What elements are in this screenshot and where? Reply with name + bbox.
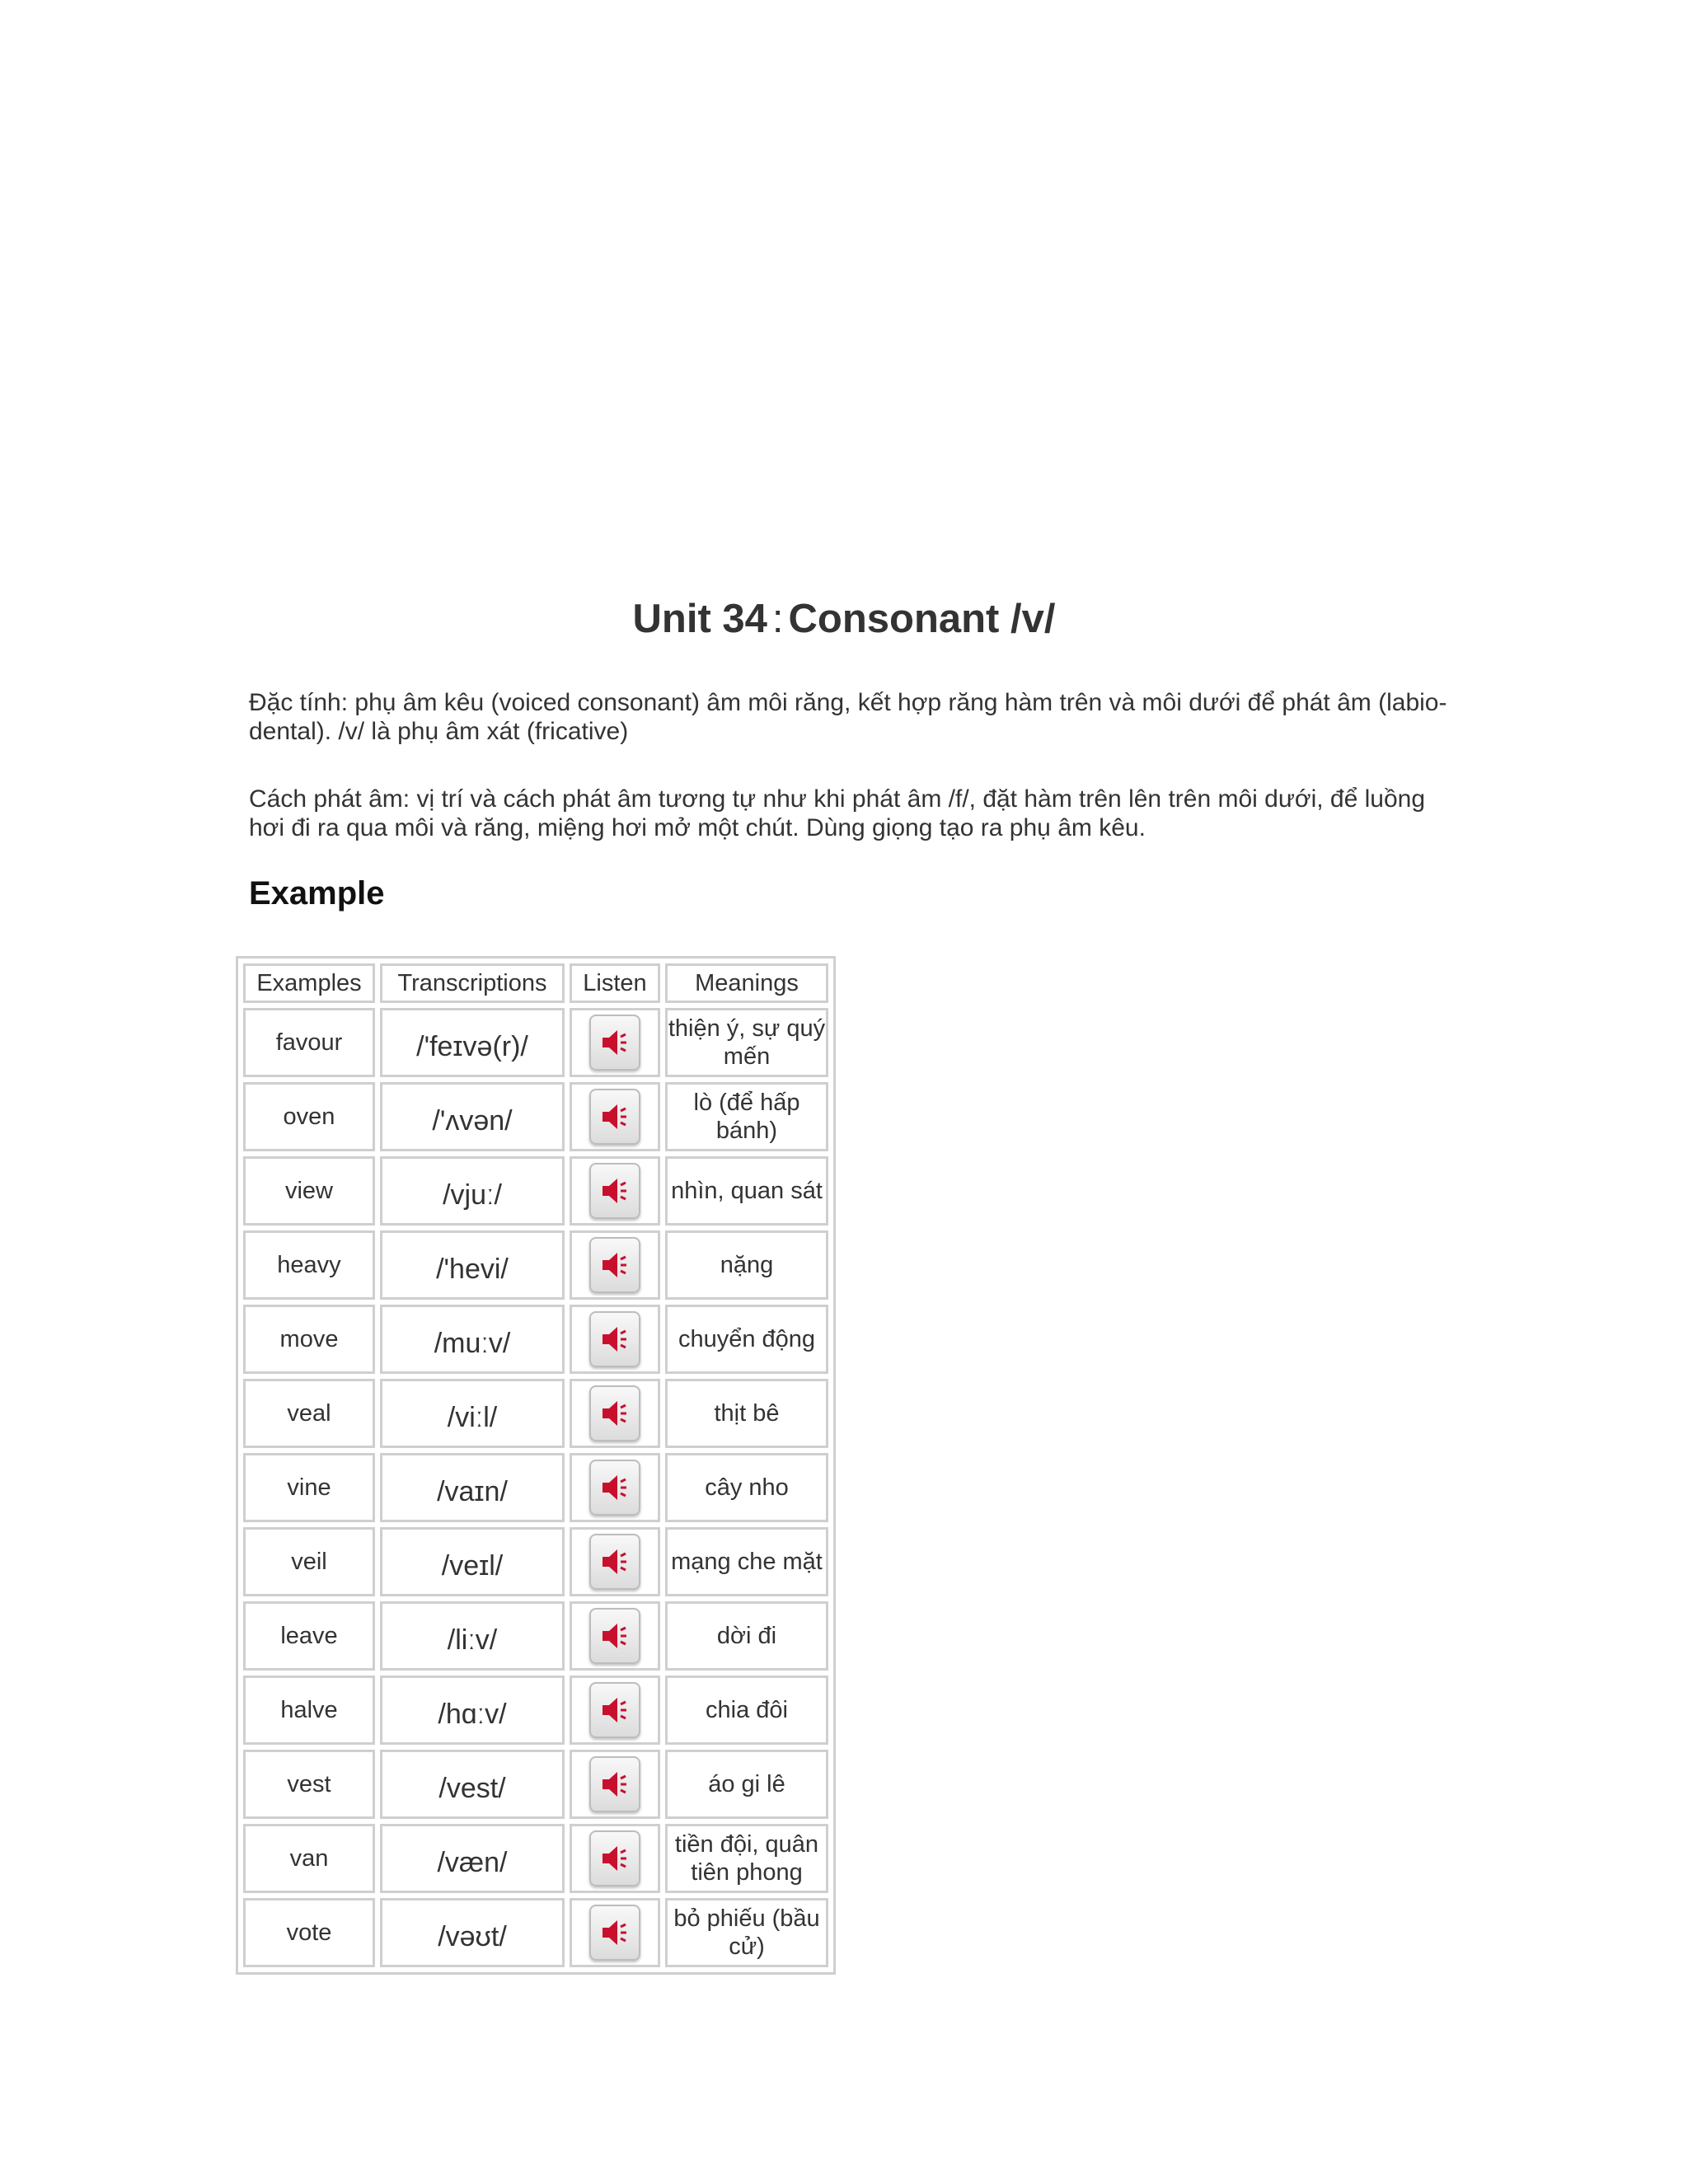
title-separator: : xyxy=(771,597,784,641)
example-word: leave xyxy=(243,1601,375,1671)
example-word: veal xyxy=(243,1379,375,1448)
listen-button[interactable] xyxy=(589,1237,640,1293)
listen-button[interactable] xyxy=(589,1608,640,1664)
example-word: favour xyxy=(243,1008,375,1077)
listen-button[interactable] xyxy=(589,1015,640,1071)
table-row xyxy=(243,1750,828,1819)
table-row xyxy=(243,1379,828,1448)
example-word: van xyxy=(243,1824,375,1893)
speaker-icon xyxy=(598,1471,631,1504)
title-topic: Consonant /v/ xyxy=(788,597,1056,641)
speaker-icon xyxy=(598,1249,631,1282)
listen-button[interactable] xyxy=(589,1682,640,1738)
transcription: /veɪl/ xyxy=(380,1527,565,1596)
listen-button[interactable] xyxy=(589,1756,640,1812)
table-header-row xyxy=(243,963,828,1003)
listen-button[interactable] xyxy=(589,1163,640,1219)
example-word: vine xyxy=(243,1453,375,1522)
meaning: nặng xyxy=(665,1230,828,1300)
table-row xyxy=(243,1230,828,1300)
table-row xyxy=(243,1601,828,1671)
transcription: /muːv/ xyxy=(380,1305,565,1374)
table-row xyxy=(243,1305,828,1374)
transcription: /vəʊt/ xyxy=(380,1898,565,1967)
listen-button[interactable] xyxy=(589,1385,640,1441)
example-word: move xyxy=(243,1305,375,1374)
speaker-icon xyxy=(598,1842,631,1875)
table-row xyxy=(243,1527,828,1596)
transcription: /vest/ xyxy=(380,1750,565,1819)
listen-button[interactable] xyxy=(589,1460,640,1516)
table-row xyxy=(243,1082,828,1151)
example-word: halve xyxy=(243,1675,375,1745)
listen-cell xyxy=(570,1305,660,1374)
transcription: /'ʌvən/ xyxy=(380,1082,565,1151)
listen-cell xyxy=(570,1750,660,1819)
pronunciation-paragraph: Cách phát âm: vị trí và cách phát âm tương tự như khi phát âm /f/, đặt hàm trên lên trên môi dưới, để luồng hơi đi ra qua môi và răng, miệng hơi mở một chút. Dùng giọng tạo ra phụ âm kêu. xyxy=(249,785,1426,841)
meaning: thịt bê xyxy=(665,1379,828,1448)
table-row xyxy=(243,1824,828,1893)
header-meanings: Meanings xyxy=(665,963,828,1003)
section-heading: Example xyxy=(249,875,385,912)
listen-cell xyxy=(570,1453,660,1522)
meaning: tiền đội, quân tiên phong xyxy=(665,1824,828,1893)
example-word: vote xyxy=(243,1898,375,1967)
meaning: mạng che mặt xyxy=(665,1527,828,1596)
listen-cell xyxy=(570,1527,660,1596)
title-unit: Unit 34 xyxy=(632,597,767,641)
speaker-icon xyxy=(598,1026,631,1059)
example-word: vest xyxy=(243,1750,375,1819)
listen-button[interactable] xyxy=(589,1830,640,1886)
transcription: /væn/ xyxy=(380,1824,565,1893)
speaker-icon xyxy=(598,1397,631,1430)
listen-button[interactable] xyxy=(589,1089,640,1145)
transcription: /vaɪn/ xyxy=(380,1453,565,1522)
listen-cell xyxy=(570,1824,660,1893)
meaning: nhìn, quan sát xyxy=(665,1156,828,1226)
table-row xyxy=(243,1008,828,1077)
listen-button[interactable] xyxy=(589,1534,640,1590)
example-word: view xyxy=(243,1156,375,1226)
header-transcriptions: Transcriptions xyxy=(380,963,565,1003)
example-word: oven xyxy=(243,1082,375,1151)
speaker-icon xyxy=(598,1174,631,1207)
meaning: lò (để hấp bánh) xyxy=(665,1082,828,1151)
transcription: /'feɪvə(r)/ xyxy=(380,1008,565,1077)
listen-cell xyxy=(570,1008,660,1077)
header-listen: Listen xyxy=(570,963,660,1003)
transcription: /hɑːv/ xyxy=(380,1675,565,1745)
meaning: chia đôi xyxy=(665,1675,828,1745)
speaker-icon xyxy=(598,1694,631,1727)
listen-cell xyxy=(570,1675,660,1745)
header-examples: Examples xyxy=(243,963,375,1003)
meaning: cây nho xyxy=(665,1453,828,1522)
speaker-icon xyxy=(598,1100,631,1133)
meaning: dời đi xyxy=(665,1601,828,1671)
speaker-icon xyxy=(598,1323,631,1356)
transcription: /vjuː/ xyxy=(380,1156,565,1226)
table-row xyxy=(243,1675,828,1745)
table-row xyxy=(243,1156,828,1226)
listen-cell xyxy=(570,1156,660,1226)
listen-cell xyxy=(570,1082,660,1151)
meaning: thiện ý, sự quý mến xyxy=(665,1008,828,1077)
speaker-icon xyxy=(598,1768,631,1801)
table-body xyxy=(243,1008,828,1967)
meaning: áo gi lê xyxy=(665,1750,828,1819)
transcription: /'hevi/ xyxy=(380,1230,565,1300)
page-title xyxy=(0,595,1688,644)
listen-cell xyxy=(570,1230,660,1300)
example-table xyxy=(236,956,836,1975)
meaning: bỏ phiếu (bầu cử) xyxy=(665,1898,828,1967)
listen-cell xyxy=(570,1898,660,1967)
listen-cell xyxy=(570,1601,660,1671)
listen-cell xyxy=(570,1379,660,1448)
listen-button[interactable] xyxy=(589,1905,640,1961)
speaker-icon xyxy=(598,1916,631,1949)
table-row xyxy=(243,1453,828,1522)
transcription: /liːv/ xyxy=(380,1601,565,1671)
speaker-icon xyxy=(598,1545,631,1578)
meaning: chuyển động xyxy=(665,1305,828,1374)
listen-button[interactable] xyxy=(589,1311,640,1367)
characteristics-paragraph: Đặc tính: phụ âm kêu (voiced consonant) âm môi răng, kết hợp răng hàm trên và môi dưới để phát âm (labio-dental). /v/ là phụ âm xát (fricative) xyxy=(249,689,1447,745)
example-word: heavy xyxy=(243,1230,375,1300)
speaker-icon xyxy=(598,1619,631,1652)
table-row xyxy=(243,1898,828,1967)
example-word: veil xyxy=(243,1527,375,1596)
transcription: /viːl/ xyxy=(380,1379,565,1448)
